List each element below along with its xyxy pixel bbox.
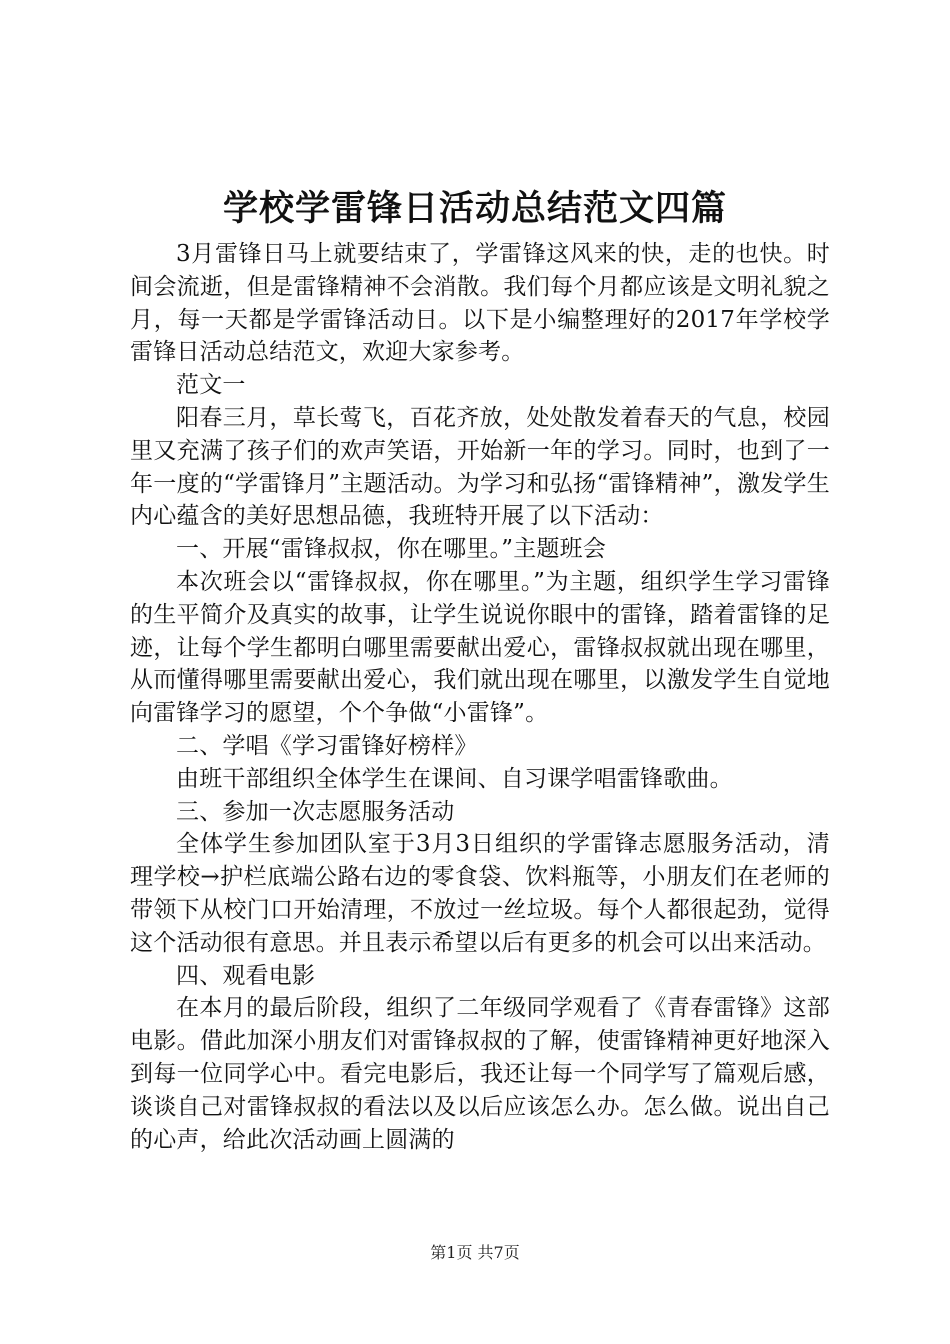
body-paragraph: 在本月的最后阶段，组织了二年级同学观看了《青春雷锋》这部电影。借此加深小朋友们对雷锋叔叔的了解，使雷锋精神更好地深入到每一位同学心中。看完电影后，我还让每一个同学写了篇观后感，谈谈自己对雷锋叔叔的看法以及以后应该怎么办。怎么做。说出自己的心声，给此次活动画上圆满的 <box>130 995 830 1153</box>
body-paragraph: 全体学生参加团队室于3月3日组织的学雷锋志愿服务活动，清理学校→护栏底端公路右边的零食袋、饮料瓶等，小朋友们在老师的带领下从校门口开始清理，不放过一丝垃圾。每个人都很起劲，觉得这个活动很有意思。并且表示希望以后有更多的机会可以出来活动。 <box>130 831 830 956</box>
section-heading-volunteer: 三、参加一次志愿服务活动 <box>176 798 455 825</box>
section-heading-movie: 四、观看电影 <box>176 962 316 989</box>
section-heading-sample-one: 范文一 <box>176 372 246 399</box>
section-heading-class-meeting: 一、开展“雷锋叔叔，你在哪里。”主题班会 <box>176 536 607 563</box>
section-heading-song: 二、学唱《学习雷锋好榜样》 <box>176 732 478 759</box>
intro-paragraph: 3月雷锋日马上就要结束了，学雷锋这风来的快，走的也快。时间会流逝，但是雷锋精神不会消散。我们每个月都应该是文明礼貌之月，每一天都是学雷锋活动日。以下是小编整理好的2017年学校学雷锋日活动总结范文，欢迎大家参考。 <box>130 241 830 366</box>
document-title: 学校学雷锋日活动总结范文四篇 <box>222 188 727 229</box>
document-body <box>130 238 830 1156</box>
body-paragraph: 阳春三月，草长莺飞，百花齐放，处处散发着春天的气息，校园里又充满了孩子们的欢声笑语，开始新一年的学习。同时，也到了一年一度的“学雷锋月”主题活动。为学习和弘扬“雷锋精神”，激发学生内心蕴含的美好思想品德，我班特开展了以下活动： <box>130 404 830 530</box>
body-paragraph: 由班干部组织全体学生在课间、自习课学唱雷锋歌曲。 <box>176 765 733 792</box>
page-number-footer: 第1页 共7页 <box>430 1243 520 1262</box>
body-paragraph: 本次班会以“雷锋叔叔，你在哪里。”为主题，组织学生学习雷锋的生平简介及真实的故事，让学生说说你眼中的雷锋，踏着雷锋的足迹，让每个学生都明白哪里需要献出爱心，雷锋叔叔就出现在哪里，从而懂得哪里需要献出爱心，我们就出现在哪里，以激发学生自觉地向雷锋学习的愿望，个个争做“小雷锋”。 <box>130 568 830 727</box>
